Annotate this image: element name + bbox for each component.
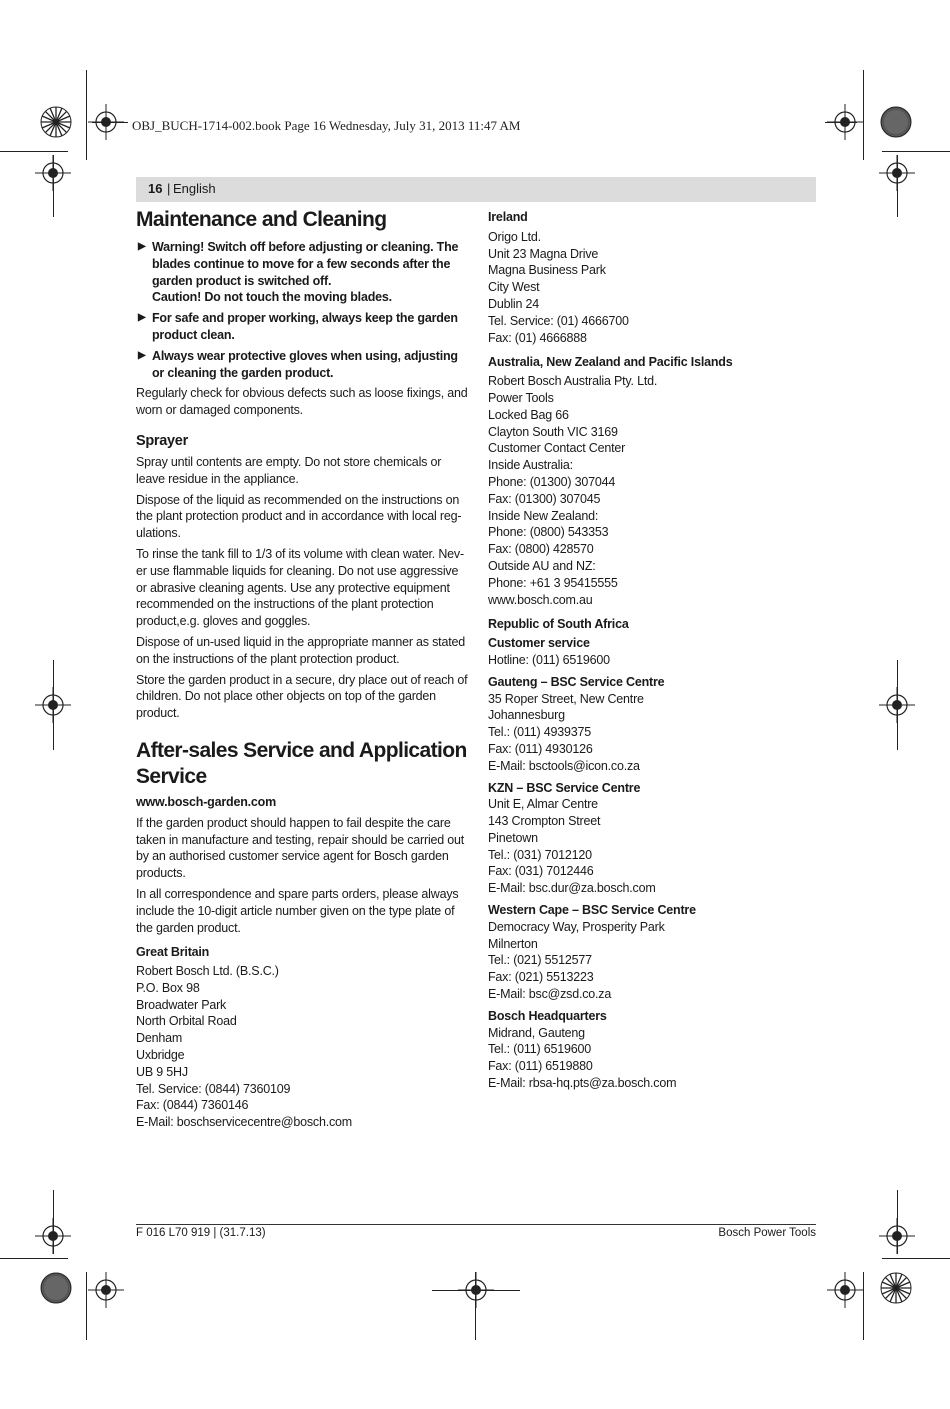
western-cape-address: Democracy Way, Prosperity Park Milnerton Tel.: (021) 5512577 Fax: (021) 5513223 E-Mail: bsc@zsd.co.za bbox=[488, 919, 665, 1002]
ireland-heading: Ireland bbox=[488, 210, 528, 224]
customer-service-heading: Customer service bbox=[488, 636, 590, 651]
crop-line bbox=[0, 151, 68, 152]
page-header-bar bbox=[136, 177, 816, 202]
sprayer-title: Sprayer bbox=[136, 432, 188, 449]
right-column bbox=[488, 209, 818, 1096]
gray-disc-icon bbox=[40, 1272, 72, 1304]
clean-bullet: ▶ For safe and proper working, always keep the garden product clean. bbox=[138, 311, 458, 342]
aftersales-paragraph: If the garden product should happen to fail despite the care taken in manufacture and testing, repair should be carried out by an authorised customer service agent for Bosch garden products. bbox=[136, 815, 465, 881]
ireland-address: Origo Ltd. Unit 23 Magna Drive Magna Business Park City West Dublin 24 Tel. Service: (01) 4666700 Fax: (01) 4666888 bbox=[488, 229, 629, 345]
sprayer-paragraph: To rinse the tank fill to 1/3 of its volume with clean water. Nev- er use flammable liquids for cleaning. Do not use aggressive or abrasive cleaning agents. Use any protective equipment recommended on the instructions of the plant protection product,e.g. gloves and goggles. bbox=[136, 546, 464, 629]
registration-target-icon bbox=[88, 104, 124, 140]
headquarters-heading: Bosch Headquarters bbox=[488, 1008, 607, 1023]
starburst-disc-icon bbox=[40, 106, 72, 138]
australia-heading: Australia, New Zealand and Pacific Islands bbox=[488, 355, 733, 370]
page-number: 16 bbox=[148, 181, 163, 196]
great-britain-heading: Great Britain bbox=[136, 945, 210, 960]
gloves-bullet: ▶ Always wear protective gloves when using, adjusting or cleaning the garden product. bbox=[138, 348, 458, 380]
registration-target-icon bbox=[879, 1218, 915, 1254]
aftersales-title: After-sales Service and Application Service bbox=[136, 738, 467, 788]
kzn-heading: KZN – BSC Service Centre bbox=[488, 780, 641, 795]
kzn-address: Unit E, Almar Centre 143 Crompton Street Pinetown Tel.: (031) 7012120 Fax: (031) 7012446 E-Mail: bsc.dur@za.bosch.com bbox=[488, 797, 656, 896]
crop-line bbox=[0, 1258, 68, 1259]
sprayer-paragraph: Dispose of the liquid as recommended on the instructions on the plant protection product and in accordance with local reg- ulations. bbox=[136, 492, 462, 541]
registration-target-icon bbox=[88, 1272, 124, 1308]
footer-brand: Bosch Power Tools bbox=[718, 1227, 816, 1239]
western-cape-heading: Western Cape – BSC Service Centre bbox=[488, 903, 696, 918]
registration-target-icon bbox=[35, 687, 71, 723]
crop-line bbox=[882, 151, 950, 152]
document-code: F 016 L70 919 | (31.7.13) bbox=[136, 1227, 266, 1239]
crop-line bbox=[86, 70, 87, 160]
crop-line bbox=[882, 1258, 950, 1259]
language-label: English bbox=[173, 181, 216, 196]
left-column bbox=[136, 207, 466, 1135]
crop-line bbox=[86, 1272, 87, 1340]
registration-target-icon bbox=[879, 155, 915, 191]
bullet-triangle-icon: ▶ bbox=[138, 312, 146, 324]
bullet-triangle-icon: ▶ bbox=[138, 241, 146, 252]
header-separator: | bbox=[167, 181, 171, 196]
crop-line bbox=[863, 1272, 864, 1340]
starburst-disc-icon bbox=[880, 1272, 912, 1304]
sprayer-paragraph: Spray until contents are empty. Do not store chemicals or leave residue in the appliance. bbox=[136, 454, 442, 486]
great-britain-address: Robert Bosch Ltd. (B.S.C.) P.O. Box 98 Broadwater Park North Orbital Road Denham Uxbridge UB 9 5HJ Tel. Service: (0844) 7360109 Fax: (0844) 7360146 E-Mail: boschservicecentre@bosch.com bbox=[136, 964, 352, 1130]
bullet-triangle-icon: ▶ bbox=[138, 349, 146, 361]
crop-line bbox=[863, 70, 864, 160]
gray-disc-icon bbox=[880, 106, 912, 138]
headquarters-address: Midrand, Gauteng Tel.: (011) 6519600 Fax: (011) 6519880 E-Mail: rbsa-hq.pts@za.bosch.com bbox=[488, 1025, 677, 1091]
crop-line bbox=[475, 1272, 476, 1340]
registration-target-icon bbox=[827, 104, 863, 140]
gauteng-address: 35 Roper Street, New Centre Johannesburg Tel.: (011) 4939375 Fax: (011) 4930126 E-Mail: bsctools@icon.co.za bbox=[488, 691, 644, 773]
gauteng-heading: Gauteng – BSC Service Centre bbox=[488, 674, 665, 689]
footer-divider bbox=[136, 1224, 816, 1225]
sprayer-paragraph: Dispose of un-used liquid in the appropriate manner as stated on the instructions of the plant protection product. bbox=[136, 634, 465, 666]
sprayer-paragraph: Store the garden product in a secure, dry place out of reach of children. Do not place other objects on top of the garden product. bbox=[136, 672, 468, 721]
warning-bullet: ▶ Warning! Switch off before adjusting or cleaning. The blades continue to move for a few seconds after the garden product is switched off. Caution! Do not touch the moving blades. bbox=[138, 240, 459, 305]
maintenance-title: Maintenance and Cleaning bbox=[136, 208, 387, 231]
registration-target-icon bbox=[35, 1218, 71, 1254]
registration-target-icon bbox=[879, 687, 915, 723]
south-africa-heading: Republic of South Africa bbox=[488, 617, 629, 632]
registration-target-icon bbox=[35, 155, 71, 191]
maintenance-paragraph: Regularly check for obvious defects such as loose fixings, and worn or damaged components. bbox=[136, 386, 468, 418]
registration-target-icon bbox=[827, 1272, 863, 1308]
hotline: Hotline: (011) 6519600 bbox=[488, 652, 610, 667]
website-link[interactable]: www.bosch-garden.com bbox=[136, 794, 277, 809]
australia-address: Robert Bosch Australia Pty. Ltd. Power Tools Locked Bag 66 Clayton South VIC 3169 Customer Contact Center Inside Australia: Phone: (01300) 307044 Fax: (01300) 307045 Inside New Zealand: Phone: (0800) 543353 Fax: (0800) 428570 Outside AU and NZ: Phone: +61 3 95415555 www.bosch.com.au bbox=[488, 374, 658, 607]
file-header: OBJ_BUCH-1714-002.book Page 16 Wednesday, July 31, 2013 11:47 AM bbox=[132, 118, 521, 133]
crop-line bbox=[432, 1290, 520, 1291]
aftersales-paragraph: In all correspondence and spare parts orders, please always include the 10-digit article number given on the type plate of the garden product. bbox=[136, 886, 459, 935]
